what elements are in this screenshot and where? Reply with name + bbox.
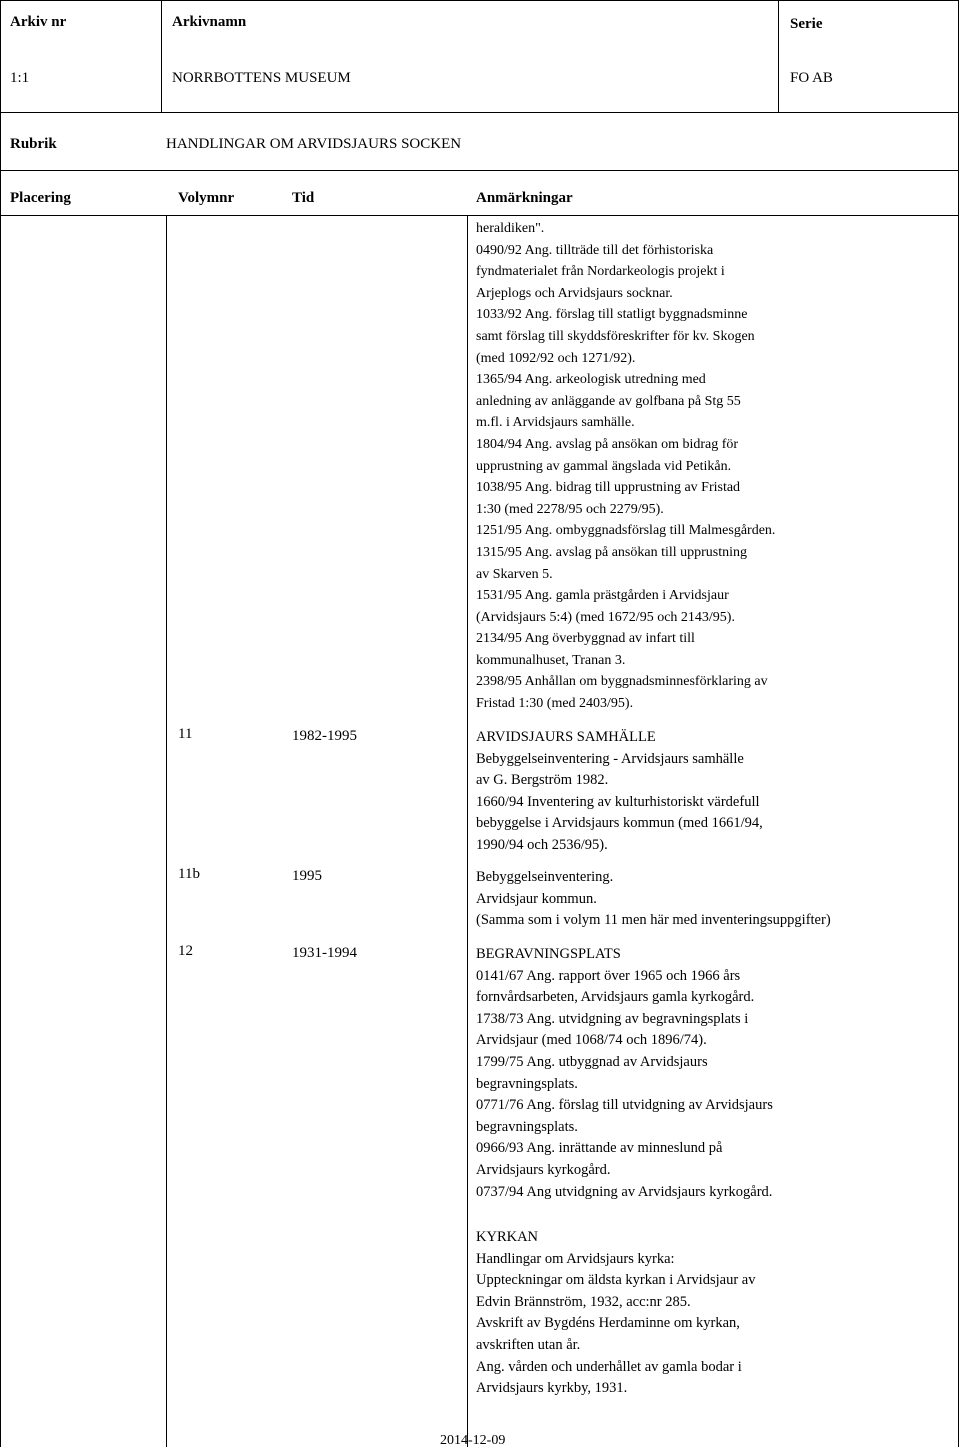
serie-value: FO AB <box>790 70 833 86</box>
note-line: 2134/95 Ang överbyggnad av infart till <box>476 631 695 647</box>
entry-11-notes <box>476 727 763 857</box>
entry-11b-tid: 1995 <box>292 868 322 884</box>
note-line: samt förslag till skyddsföreskrifter för kv. Skogen <box>476 328 755 344</box>
border-right <box>958 0 959 1447</box>
note-line: 0490/92 Ang. tillträde till det förhistoriska <box>476 242 714 258</box>
entry-11-tid: 1982-1995 <box>292 728 357 744</box>
entry-12-tid: 1931-1994 <box>292 945 357 961</box>
note-line: 1:30 (med 2278/95 och 2279/95). <box>476 501 664 517</box>
note-line: 1315/95 Ang. avslag på ansökan till upprustning <box>476 544 748 560</box>
entry-line: 0966/93 Ang. inrättande av minneslund på <box>476 1140 723 1157</box>
entry-line: av G. Bergström 1982. <box>476 772 609 789</box>
entry-line: Bebyggelseinventering. <box>476 869 614 885</box>
entry-line: begravningsplats. <box>476 1075 578 1092</box>
entry-line: 1738/73 Ang. utvidgning av begravningsplats i <box>476 1010 749 1027</box>
note-line: 2398/95 Anhållan om byggnadsminnesförklaring av <box>476 674 768 690</box>
entry-12-volymnr: 12 <box>178 943 193 959</box>
entry-line: begravningsplats. <box>476 1118 578 1135</box>
note-line: 1804/94 Ang. avslag på ansökan om bidrag för <box>476 436 739 452</box>
entry-line: Handlingar om Arvidsjaurs kyrka: <box>476 1250 675 1267</box>
arkivnr-label: Arkiv nr <box>10 14 67 30</box>
note-line: 1531/95 Ang. gamla prästgården i Arvidsjaur <box>476 588 729 604</box>
entry-line: Arvidsjaurs kyrkogård. <box>476 1161 611 1178</box>
entry-line: Uppteckningar om äldsta kyrkan i Arvidsjaur av <box>476 1272 756 1289</box>
column-anmarkningar: Anmärkningar <box>476 190 573 206</box>
divider-arkivnamn <box>161 0 162 112</box>
arkivnamn-label: Arkivnamn <box>172 14 247 30</box>
entry-line: 0141/67 Ang. rapport över 1965 och 1966 års <box>476 967 741 984</box>
entry-line: Arvidsjaurs kyrkby, 1931. <box>476 1380 628 1397</box>
column-placering: Placering <box>10 190 71 206</box>
rubrik-label: Rubrik <box>10 136 57 152</box>
entry-line: avskriften utan år. <box>476 1336 581 1353</box>
entry-line: Edvin Brännström, 1932, acc:nr 285. <box>476 1293 691 1310</box>
border-top <box>0 0 959 1</box>
entry-11b-notes <box>476 867 831 932</box>
note-line: anledning av anläggande av golfbana på Stg 55 <box>476 393 741 409</box>
note-line: 1251/95 Ang. ombyggnadsförslag till Malmesgården. <box>476 523 776 539</box>
border-left <box>0 0 1 1447</box>
entry-11b-volymnr: 11b <box>178 866 200 882</box>
note-line: m.fl. i Arvidsjaurs samhälle. <box>476 415 635 431</box>
entry-line: fornvårdsarbeten, Arvidsjaurs gamla kyrkogård. <box>476 989 755 1006</box>
entry-line: bebyggelse i Arvidsjaurs kommun (med 1661/94, <box>476 815 763 832</box>
note-line: kommunalhuset, Tranan 3. <box>476 652 626 668</box>
entry-line: ARVIDSJAURS SAMHÄLLE <box>476 729 656 745</box>
divider-columns-body <box>0 215 959 216</box>
note-line: 1033/92 Ang. förslag till statligt byggnadsminne <box>476 307 748 323</box>
entry-line: Bebyggelseinventering - Arvidsjaurs samhälle <box>476 750 744 767</box>
entry-line: 1799/75 Ang. utbyggnad av Arvidsjaurs <box>476 1053 708 1070</box>
note-line: av Skarven 5. <box>476 566 553 582</box>
rubrik-value: HANDLINGAR OM ARVIDSJAURS SOCKEN <box>166 136 462 152</box>
note-line: 1365/94 Ang. arkeologisk utredning med <box>476 372 706 388</box>
entry-11-volymnr: 11 <box>178 726 193 742</box>
arkivnamn-value: NORRBOTTENS MUSEUM <box>172 70 351 86</box>
entry-line: Arvidsjaur kommun. <box>476 890 597 907</box>
arkivnr-value: 1:1 <box>10 70 30 86</box>
entry-line: 0737/94 Ang utvidgning av Arvidsjaurs kyrkogård. <box>476 1183 773 1200</box>
column-tid: Tid <box>292 190 315 206</box>
entry-12-kyrkan-notes <box>476 1227 755 1400</box>
entry-line: 1660/94 Inventering av kulturhistoriskt värdefull <box>476 793 760 810</box>
divider-rubrik-columns <box>0 170 959 171</box>
note-line: Arjeplogs och Arvidsjaurs socknar. <box>476 285 673 301</box>
continuation-notes <box>476 218 775 715</box>
divider-anmarkningar <box>467 215 468 1447</box>
entry-line: 1990/94 och 2536/95). <box>476 836 608 853</box>
entry-line: KYRKAN <box>476 1229 539 1245</box>
entry-line: BEGRAVNINGSPLATS <box>476 946 621 962</box>
footer-date: 2014-12-09 <box>440 1433 506 1448</box>
note-line: upprustning av gammal ängslada vid Petikån. <box>476 458 732 474</box>
divider-serie <box>778 0 779 112</box>
entry-line: (Samma som i volym 11 men här med inventeringsuppgifter) <box>476 912 831 929</box>
entry-line: Ang. vården och underhållet av gamla bodar i <box>476 1358 742 1375</box>
entry-line: Arvidsjaur (med 1068/74 och 1896/74). <box>476 1032 707 1049</box>
entry-line: 0771/76 Ang. förslag till utvidgning av Arvidsjaurs <box>476 1097 773 1114</box>
note-line: fyndmaterialet från Nordarkeologis projekt i <box>476 264 725 280</box>
divider-placering <box>166 215 167 1447</box>
note-line: (Arvidsjaurs 5:4) (med 1672/95 och 2143/95). <box>476 609 735 625</box>
serie-label: Serie <box>790 16 823 32</box>
note-line: 1038/95 Ang. bidrag till upprustning av Fristad <box>476 480 741 496</box>
note-line: (med 1092/92 och 1271/92). <box>476 350 636 366</box>
entry-12-notes <box>476 944 773 1203</box>
note-line: Fristad 1:30 (med 2403/95). <box>476 696 634 712</box>
entry-line: Avskrift av Bygdéns Herdaminne om kyrkan, <box>476 1315 740 1332</box>
column-volymnr: Volymnr <box>178 190 235 206</box>
divider-header-rubrik <box>0 112 959 113</box>
note-line: heraldiken". <box>476 221 545 236</box>
